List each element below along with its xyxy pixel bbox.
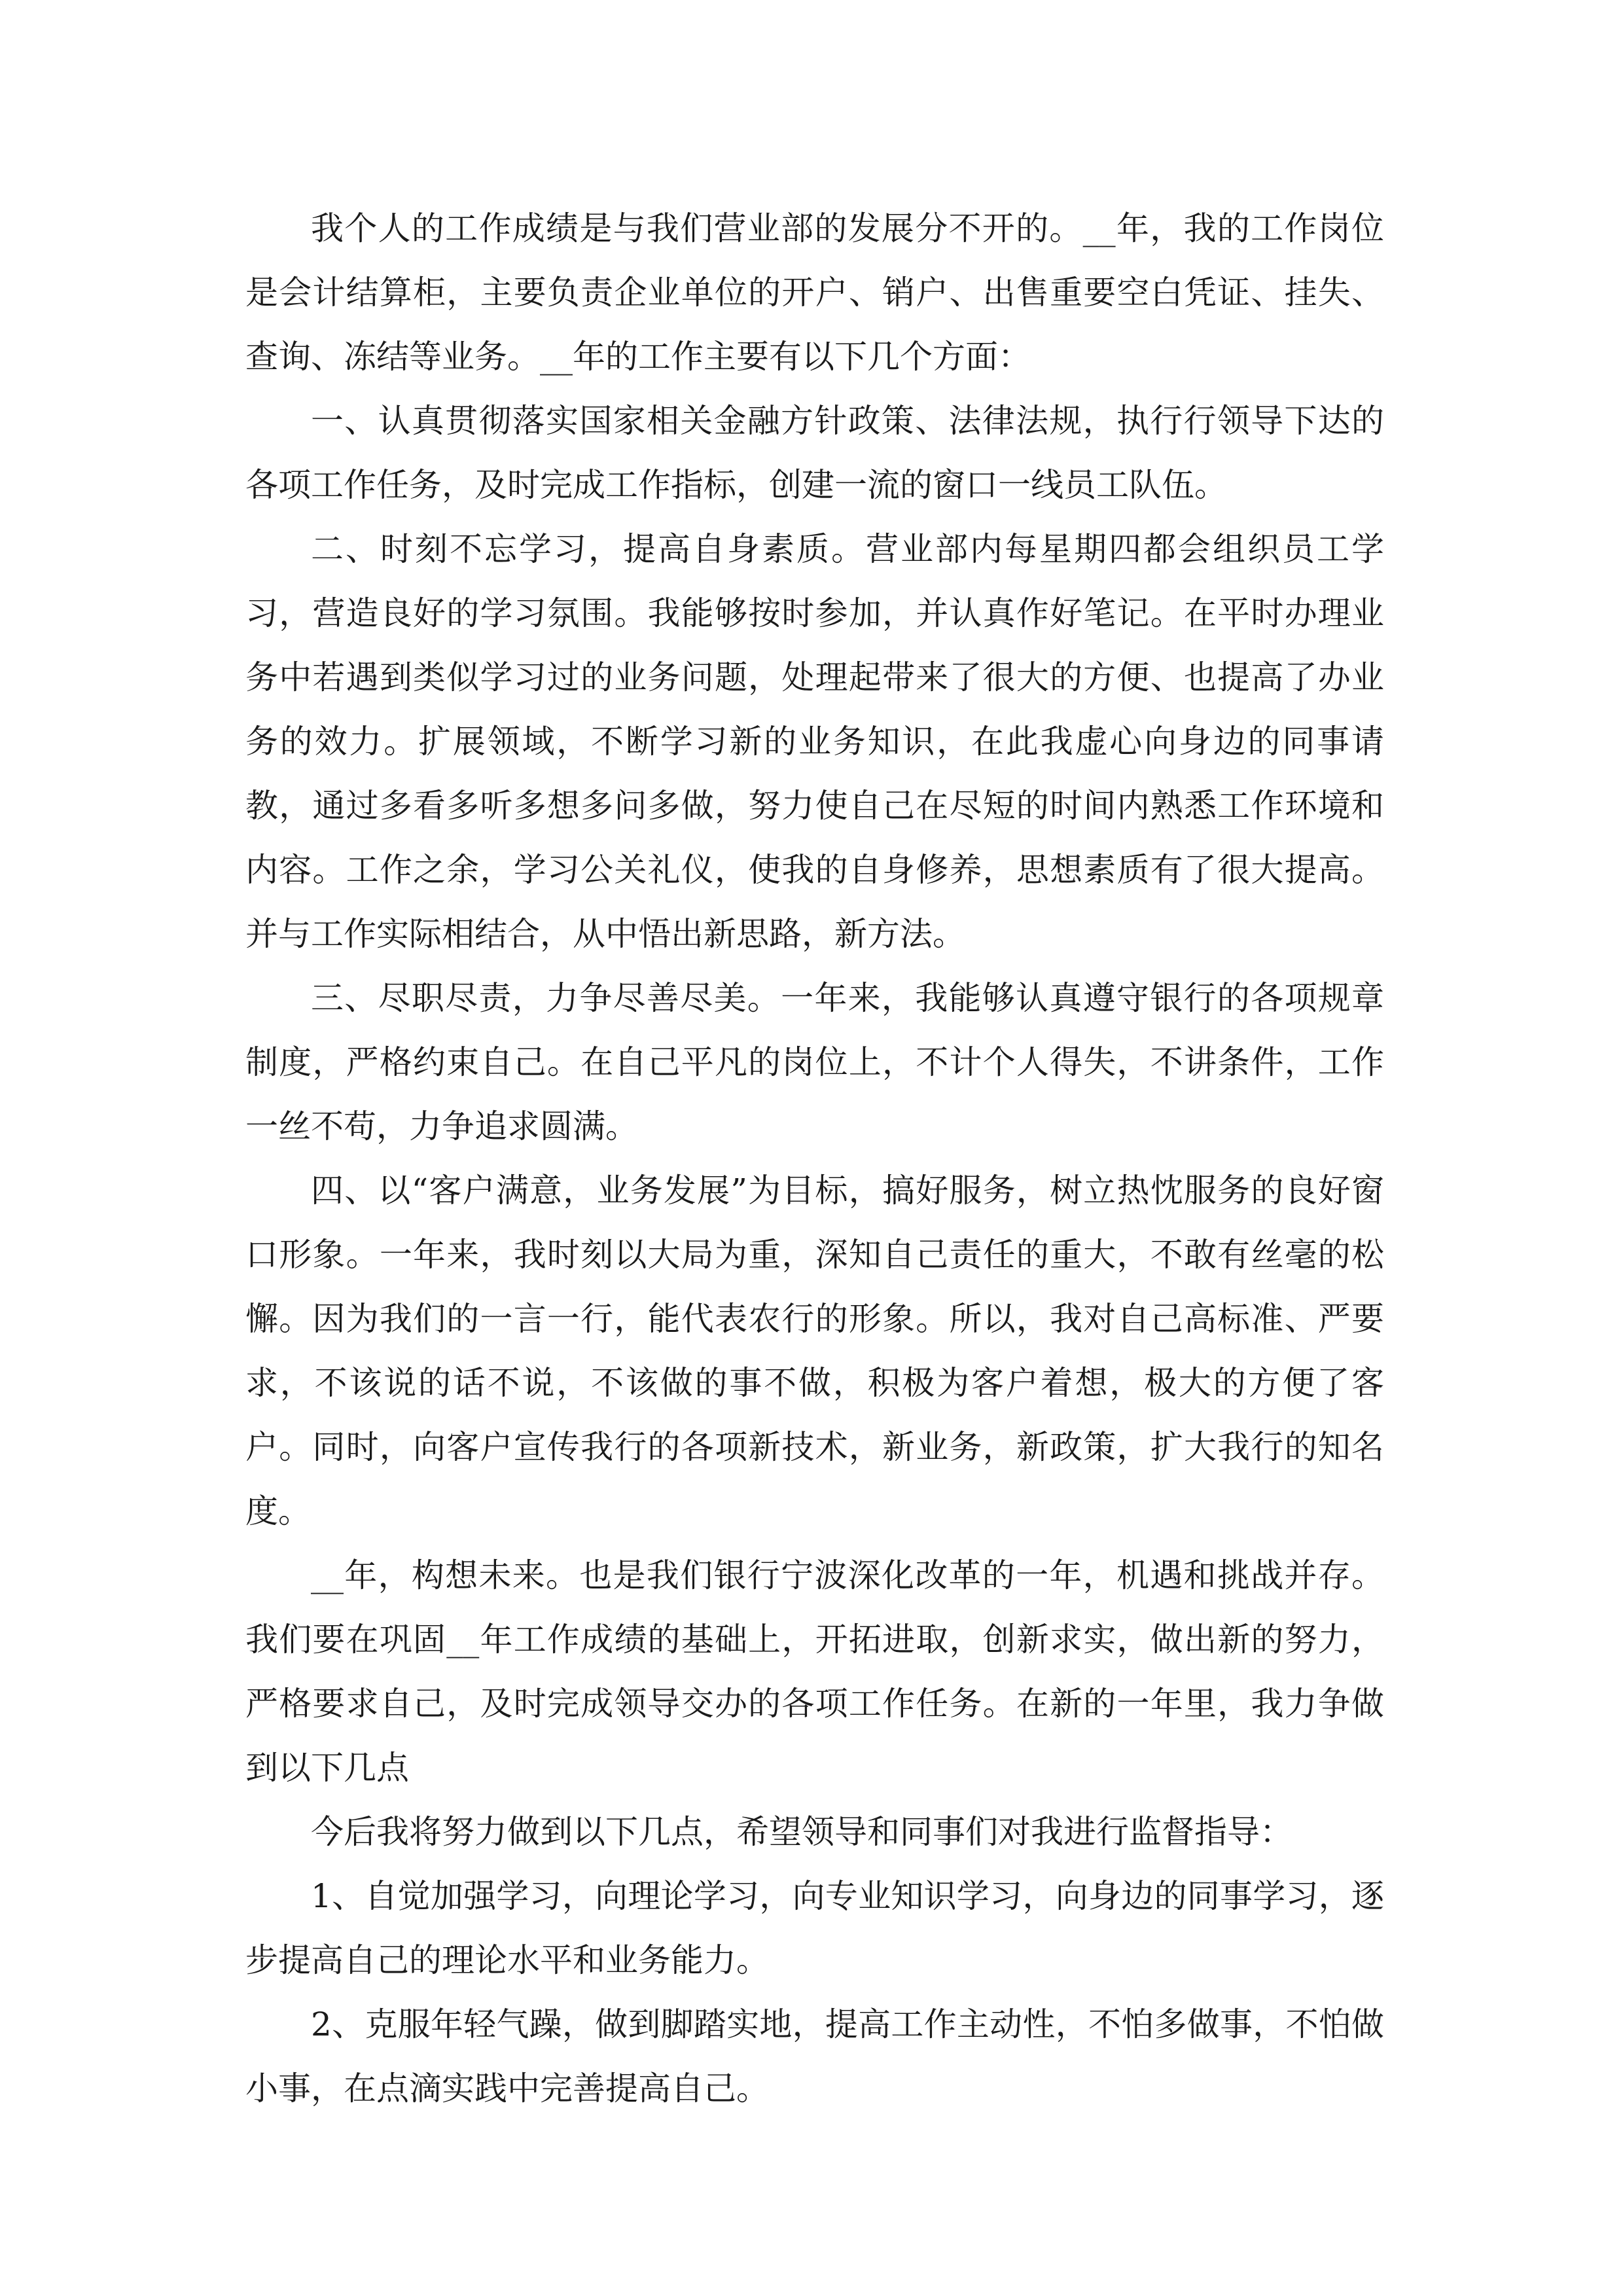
paragraph-commitment: 今后我将努力做到以下几点，希望领导和同事们对我进行监督指导： — [311, 1813, 1293, 1851]
document-body — [245, 196, 1384, 2121]
paragraph-point-2: 二、时刻不忘学习，提高自身素质。营业部内每星期四都会组织员工学习，营造良好的学习氛围。我能够按时参加，并认真作好笔记。在平时办理业务中若遇到类似学习过的业务问题，处理起带来了很大的方便、也提高了办业务的效力。扩展领域，不断学习新的业务知识，在此我虚心向身边的同事请教，通过多看多听多想多问多做，努力使自己在尽短的时间内熟悉工作环境和内容。工作之余，学习公关礼仪，使我的自身修养，思想素质有了很大提高。并与工作实际相结合，从中悟出新思路，新方法。 — [245, 530, 1384, 953]
paragraph-goal-1: 1、自觉加强学习，向理论学习，向专业知识学习，向身边的同事学习，逐步提高自己的理论水平和业务能力。 — [245, 1877, 1384, 1979]
paragraph-point-4: 四、以“客户满意，业务发展”为目标，搞好服务，树立热忱服务的良好窗口形象。一年来，我时刻以大局为重，深知自己责任的重大，不敢有丝毫的松懈。因为我们的一言一行，能代表农行的形象。所以，我对自己高标准、严要求，不该说的话不说，不该做的事不做，积极为客户着想，极大的方便了客户。同时，向客户宣传我行的各项新技术，新业务，新政策，扩大我行的知名度。 — [245, 1172, 1384, 1530]
paragraph-future: __年，构想未来。也是我们银行宁波深化改革的一年，机遇和挑战并存。我们要在巩固__年工作成绩的基础上，开拓进取，创新求实，做出新的努力，严格要求自己，及时完成领导交办的各项工作任务。在新的一年里，我力争做到以下几点 — [245, 1556, 1384, 1787]
paragraph-intro: 我个人的工作成绩是与我们营业部的发展分不开的。__年，我的工作岗位是会计结算柜，主要负责企业单位的开户、销户、出售重要空白凭证、挂失、查询、冻结等业务。__年的工作主要有以下几个方面： — [245, 209, 1384, 376]
paragraph-goal-2: 2、克服年轻气躁，做到脚踏实地，提高工作主动性，不怕多做事，不怕做小事，在点滴实践中完善提高自己。 — [245, 2005, 1384, 2108]
paragraph-point-1: 一、认真贯彻落实国家相关金融方针政策、法律法规，执行行领导下达的各项工作任务，及时完成工作指标，创建一流的窗口一线员工队伍。 — [245, 402, 1384, 504]
paragraph-point-3: 三、尽职尽责，力争尽善尽美。一年来，我能够认真遵守银行的各项规章制度，严格约束自己。在自己平凡的岗位上，不计个人得失，不讲条件，工作一丝不苟，力争追求圆满。 — [245, 979, 1384, 1145]
